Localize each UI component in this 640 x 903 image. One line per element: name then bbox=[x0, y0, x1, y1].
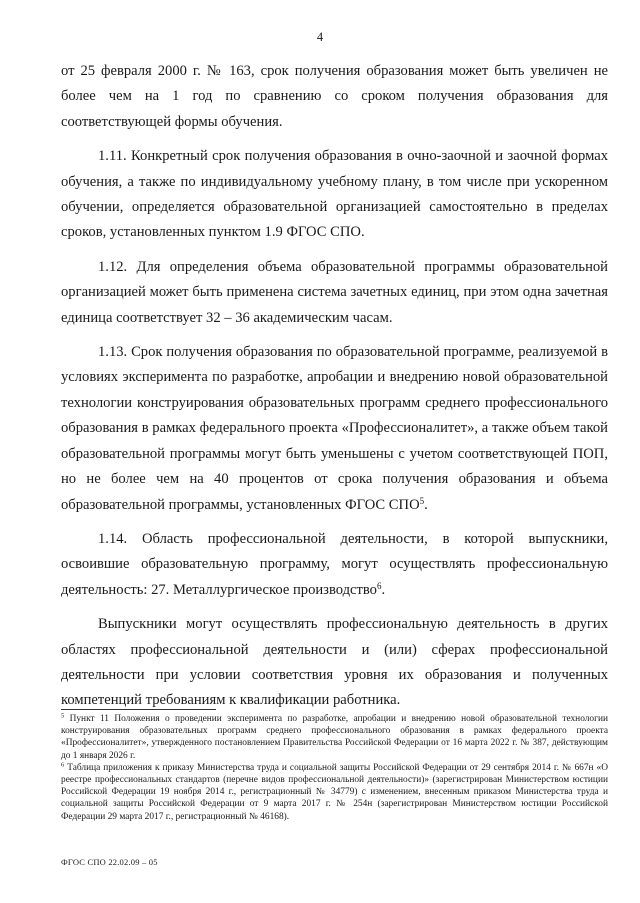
paragraph-1-14-end: . bbox=[381, 581, 386, 598]
paragraph-1-11: 1.11. Конкретный срок получения образования в очно-заочной и заочной формах обучения, а также по индивидуальному учебному плану, в том числе при ускоренном обучении, определяется образовательной организацией самостоятельно в пределах сроков, установленных пунктом 1.9 ФГОС СПО. bbox=[61, 148, 608, 241]
paragraph-1-14 bbox=[61, 527, 608, 603]
footnote-6 bbox=[61, 762, 608, 823]
footnote-ref-6[interactable]: 6 bbox=[376, 580, 382, 591]
footnote-mark: 6 bbox=[61, 761, 65, 769]
paragraph-continuation: от 25 февраля 2000 г. № 163, срок получения образования может быть увеличен не более чем на 1 год по сравнению со сроком получения образования для соответствующей формы обучения. bbox=[61, 63, 608, 130]
paragraph-graduates: Выпускники могут осуществлять профессиональную деятельность в других областях профессиональной деятельности и (или) сферах профессиональной деятельности при условии соответствия уровня их образования и полученных компетенций требованиям к квалификации работника. bbox=[61, 616, 608, 709]
paragraph-1-14-text: 1.14. Область профессиональной деятельности, в которой выпускники, освоившие образовательную программу, могут осуществлять профессиональную деятельность: 27. Металлургическое производство bbox=[61, 530, 608, 598]
footnote-text: Пункт 11 Положения о проведении эксперимента по разработке, апробации и внедрению новой образовательной технологии конструирования образовательных программ среднего профессионального образования в рамках федерального проекта «Профессионалитет», утвержденного постановлением Правительства Российской Федерации от 16 марта 2022 г. № 387, действующим до 1 января 2026 г. bbox=[61, 714, 608, 761]
page-number: 4 bbox=[316, 30, 324, 44]
paragraph-1-13-end: . bbox=[424, 496, 428, 513]
footnote-ref-5[interactable]: 5 bbox=[419, 495, 425, 506]
footnote-mark: 5 bbox=[61, 712, 65, 720]
document-code: ФГОС СПО 22.02.09 – 05 bbox=[61, 857, 158, 867]
footnote-text: Таблица приложения к приказу Министерства труда и социальной защиты Российской Федерации от 29 сентября 2014 г. № 667н «О реестре профессиональных стандартов (перечне видов профессиональной деятельности)» (зарегистрирован Министерством юстиции Российской Федерации 19 ноября 2014 г., регистрационный № 34779) с изменением, внесенным приказом Министерства труда и социальной защиты Российской Федерации от 9 марта 2017 г. № 254н (зарегистрирован Министерством юстиции Российской Федерации 29 марта 2017 г., регистрационный № 46168). bbox=[61, 762, 608, 822]
paragraph-1-13-text: 1.13. Срок получения образования по образовательной программе, реализуемой в условиях эксперимента по разработке, апробации и внедрению новой образовательной технологии конструирования образовательных программ среднего профессионального образования в рамках федерального проекта «Профессионалитет», а также объем такой образовательной программы могут быть уменьшены с учетом соответствующей ПОП, но не более чем на 40 процентов от срока получения образования и объема образовательной программы, установленных ФГОС СПО bbox=[61, 344, 608, 513]
paragraph-1-12: 1.12. Для определения объема образовательной программы образовательной организацией может быть применена система зачетных единиц, при этом одна зачетная единица соответствует 32 – 36 академическим часам. bbox=[61, 258, 608, 326]
paragraph-1-13 bbox=[61, 340, 608, 518]
footnote-divider bbox=[61, 709, 216, 710]
document-body bbox=[61, 59, 608, 723]
footnote-5 bbox=[61, 713, 608, 762]
footnotes bbox=[61, 713, 608, 823]
